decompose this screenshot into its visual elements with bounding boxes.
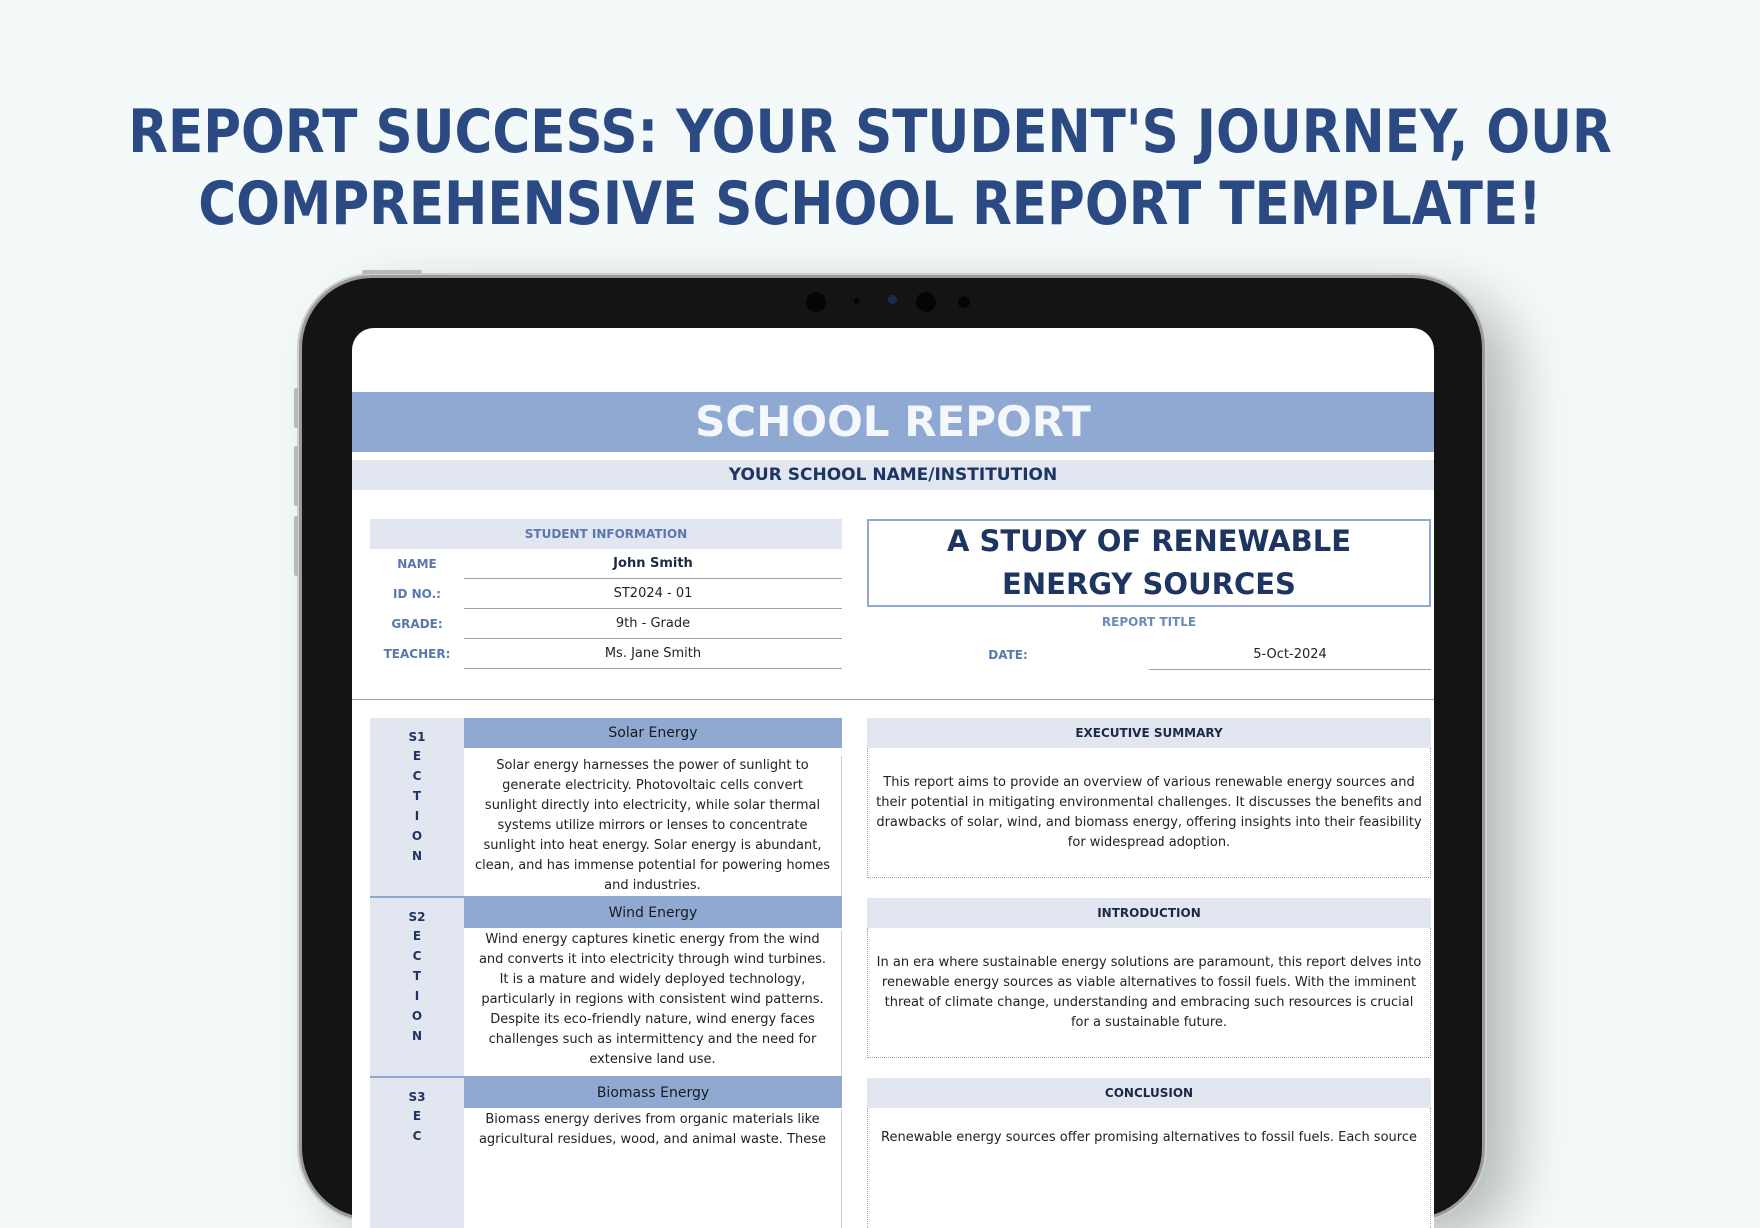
section-letter: C — [412, 769, 422, 783]
teacher-label: TEACHER: — [383, 647, 451, 661]
introduction-heading: INTRODUCTION — [867, 898, 1431, 928]
section-number: S1 — [408, 730, 426, 744]
date-field[interactable]: 5-Oct-2024 — [1149, 640, 1431, 670]
section-letter: T — [412, 969, 422, 983]
student-info-row — [370, 639, 842, 669]
section-letter: O — [411, 829, 423, 843]
volume-down-button — [294, 516, 298, 576]
teacher-field[interactable]: Ms. Jane Smith — [464, 639, 842, 669]
volume-up-button — [294, 446, 298, 506]
tablet-screen — [352, 328, 1434, 1228]
student-info-row — [370, 579, 842, 609]
camera-lens-icon — [888, 295, 897, 304]
id-field[interactable]: ST2024 - 01 — [464, 579, 842, 609]
headline — [122, 96, 1618, 240]
date-label: DATE: — [988, 648, 1028, 662]
conclusion-body[interactable]: Renewable energy sources offer promising alternatives to fossil fuels. Each source — [867, 1108, 1431, 1228]
section-letter: E — [412, 929, 422, 943]
section-body[interactable]: Solar energy harnesses the power of sunlight to generate electricity. Photovoltaic cells convert sunlight directly into electricity, while solar thermal systems utilize mirrors or lenses to concentrate sunlight into heat energy. Solar energy is abundant, clean, and has immense potential for powering homes and industries. — [464, 756, 842, 896]
conclusion-heading: CONCLUSION — [867, 1078, 1431, 1108]
section-letter: E — [412, 749, 422, 763]
power-button — [362, 270, 422, 274]
student-info-row — [370, 549, 842, 579]
executive-summary-heading: EXECUTIVE SUMMARY — [867, 718, 1431, 748]
school-name[interactable]: YOUR SCHOOL NAME/INSTITUTION — [352, 460, 1434, 490]
section-body[interactable]: Wind energy captures kinetic energy from the wind and converts it into electricity through wind turbines. It is a mature and widely deployed technology, particularly in regions with consistent wind patterns. Despite its eco-friendly nature, wind energy faces challenges such as intermittency and the need for extensive land use. — [464, 930, 842, 1076]
camera-sensor-icon — [854, 298, 860, 304]
grade-field[interactable]: 9th - Grade — [464, 609, 842, 639]
introduction-body[interactable]: In an era where sustainable energy solutions are paramount, this report delves into renewable energy sources as viable alternatives to fossil fuels. With the imminent threat of climate change, understanding and embracing such resources is crucial for a sustainable future. — [867, 928, 1431, 1058]
report-title[interactable]: A STUDY OF RENEWABLE ENERGY SOURCES — [867, 519, 1431, 607]
section-body[interactable]: Biomass energy derives from organic materials like agricultural residues, wood, and animal waste. These — [464, 1110, 842, 1228]
section-heading[interactable]: Solar Energy — [464, 718, 842, 748]
section-heading[interactable]: Biomass Energy — [464, 1078, 842, 1108]
section-letter: O — [411, 1009, 423, 1023]
volume-button — [294, 388, 298, 428]
camera-sensor-icon — [806, 292, 826, 312]
report-title-label: REPORT TITLE — [1101, 615, 1197, 629]
name-label: NAME — [397, 557, 437, 571]
section-letter: T — [412, 789, 422, 803]
divider — [352, 699, 1434, 700]
headline-line-2: COMPREHENSIVE SCHOOL REPORT TEMPLATE! — [198, 169, 1542, 239]
section-letter: I — [414, 809, 420, 823]
section-letter: N — [411, 1029, 423, 1043]
headline-line-1: REPORT SUCCESS: YOUR STUDENT'S JOURNEY, OUR — [128, 97, 1612, 167]
report-banner: SCHOOL REPORT — [352, 392, 1434, 452]
name-field[interactable]: John Smith — [464, 549, 842, 579]
student-info-row — [370, 609, 842, 639]
student-info-heading: STUDENT INFORMATION — [370, 519, 842, 549]
section-side-label — [370, 1078, 464, 1228]
section-heading[interactable]: Wind Energy — [464, 898, 842, 928]
section-letter: C — [412, 1129, 422, 1143]
section-letter: E — [412, 1109, 422, 1123]
section-letter: C — [412, 949, 422, 963]
camera-sensor-icon — [958, 296, 970, 308]
executive-summary-body[interactable]: This report aims to provide an overview of various renewable energy sources and their potential in mitigating environmental challenges. It discusses the benefits and drawbacks of solar, wind, and biomass energy, offering insights into their feasibility for widespread adoption. — [867, 748, 1431, 878]
tablet-device — [302, 278, 1482, 1218]
section-letter: N — [411, 849, 423, 863]
section-number: S2 — [408, 910, 426, 924]
section-side-label — [370, 898, 464, 1076]
camera-sensor-icon — [916, 292, 936, 312]
section-number: S3 — [408, 1090, 426, 1104]
section-letter: I — [414, 989, 420, 1003]
id-label: ID NO.: — [393, 587, 441, 601]
section-side-label — [370, 718, 464, 896]
grade-label: GRADE: — [391, 617, 443, 631]
